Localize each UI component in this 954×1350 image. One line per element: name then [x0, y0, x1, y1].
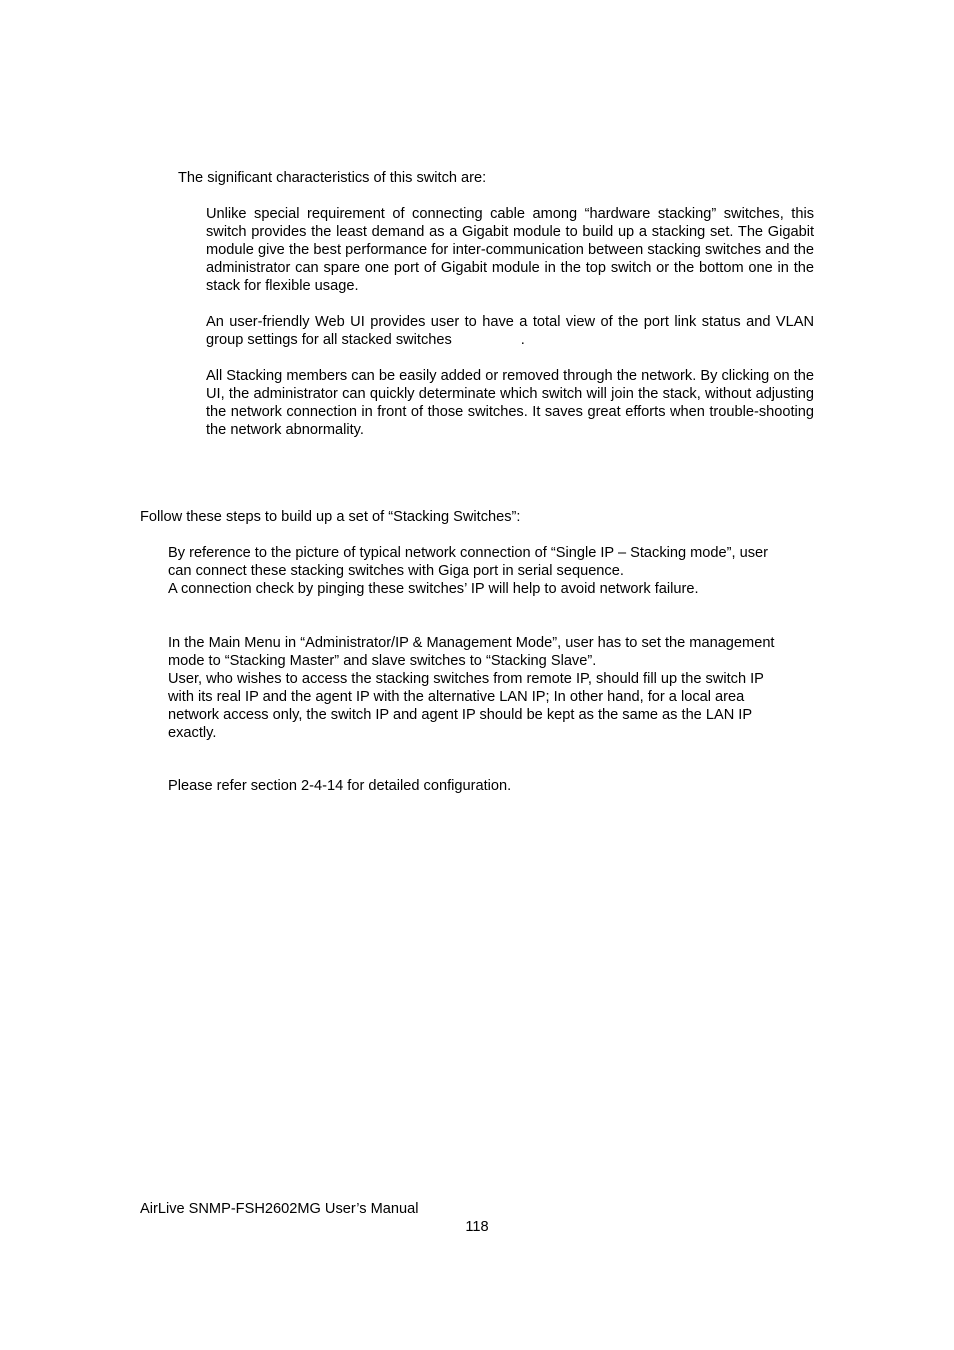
characteristic-paragraph: Unlike special requirement of connecting cable among “hardware stacking” switches, this switch provides the least demand as a Gigabit module to build up a stacking set. The Gigabit module give the best performance for inter-communication between stacking switches and the administrator can spare one port of Gigabit module in the top switch or the bottom one in the stack for flexible usage.	[206, 206, 814, 294]
step-line: In the Main Menu in “Administrator/IP & Management Mode”, user has to set the management	[168, 635, 775, 651]
step-line: network access only, the switch IP and agent IP should be kept as the same as the LAN IP	[168, 707, 753, 723]
step-line: User, who wishes to access the stacking switches from remote IP, should fill up the switch IP	[168, 671, 764, 687]
step-line: A connection check by pinging these switches’ IP will help to avoid network failure.	[168, 581, 699, 597]
steps-intro-text: Follow these steps to build up a set of “Stacking Switches”:	[140, 509, 521, 525]
step-line: By reference to the picture of typical network connection of “Single IP – Stacking mode”, user	[168, 545, 769, 561]
step-line: can connect these stacking switches with Giga port in serial sequence.	[168, 563, 624, 579]
step-paragraph	[168, 634, 818, 742]
step-line: exactly.	[168, 725, 217, 741]
step-line: mode to “Stacking Master” and slave switches to “Stacking Slave”.	[168, 653, 597, 669]
step-paragraph: Please refer section 2-4-14 for detailed configuration.	[168, 778, 512, 794]
step-line: with its real IP and the agent IP with the alternative LAN IP; In other hand, for a local area	[168, 689, 745, 705]
intro-text: The significant characteristics of this switch are:	[178, 170, 487, 186]
footer-manual-title: AirLive SNMP-FSH2602MG User’s Manual	[140, 1201, 419, 1217]
step-paragraph	[168, 544, 818, 598]
page-number: 118	[465, 1219, 489, 1235]
characteristic-paragraph: All Stacking members can be easily added or removed through the network. By clicking on the UI, the administrator can quickly determinate which switch will join the stack, without adjusting the network connection in front of those switches. It saves great efforts when trouble-shooting the network abnormality.	[206, 368, 814, 438]
characteristic-paragraph: An user-friendly Web UI provides user to have a total view of the port link status and VLAN group settings for all stacked switches .	[206, 314, 819, 348]
